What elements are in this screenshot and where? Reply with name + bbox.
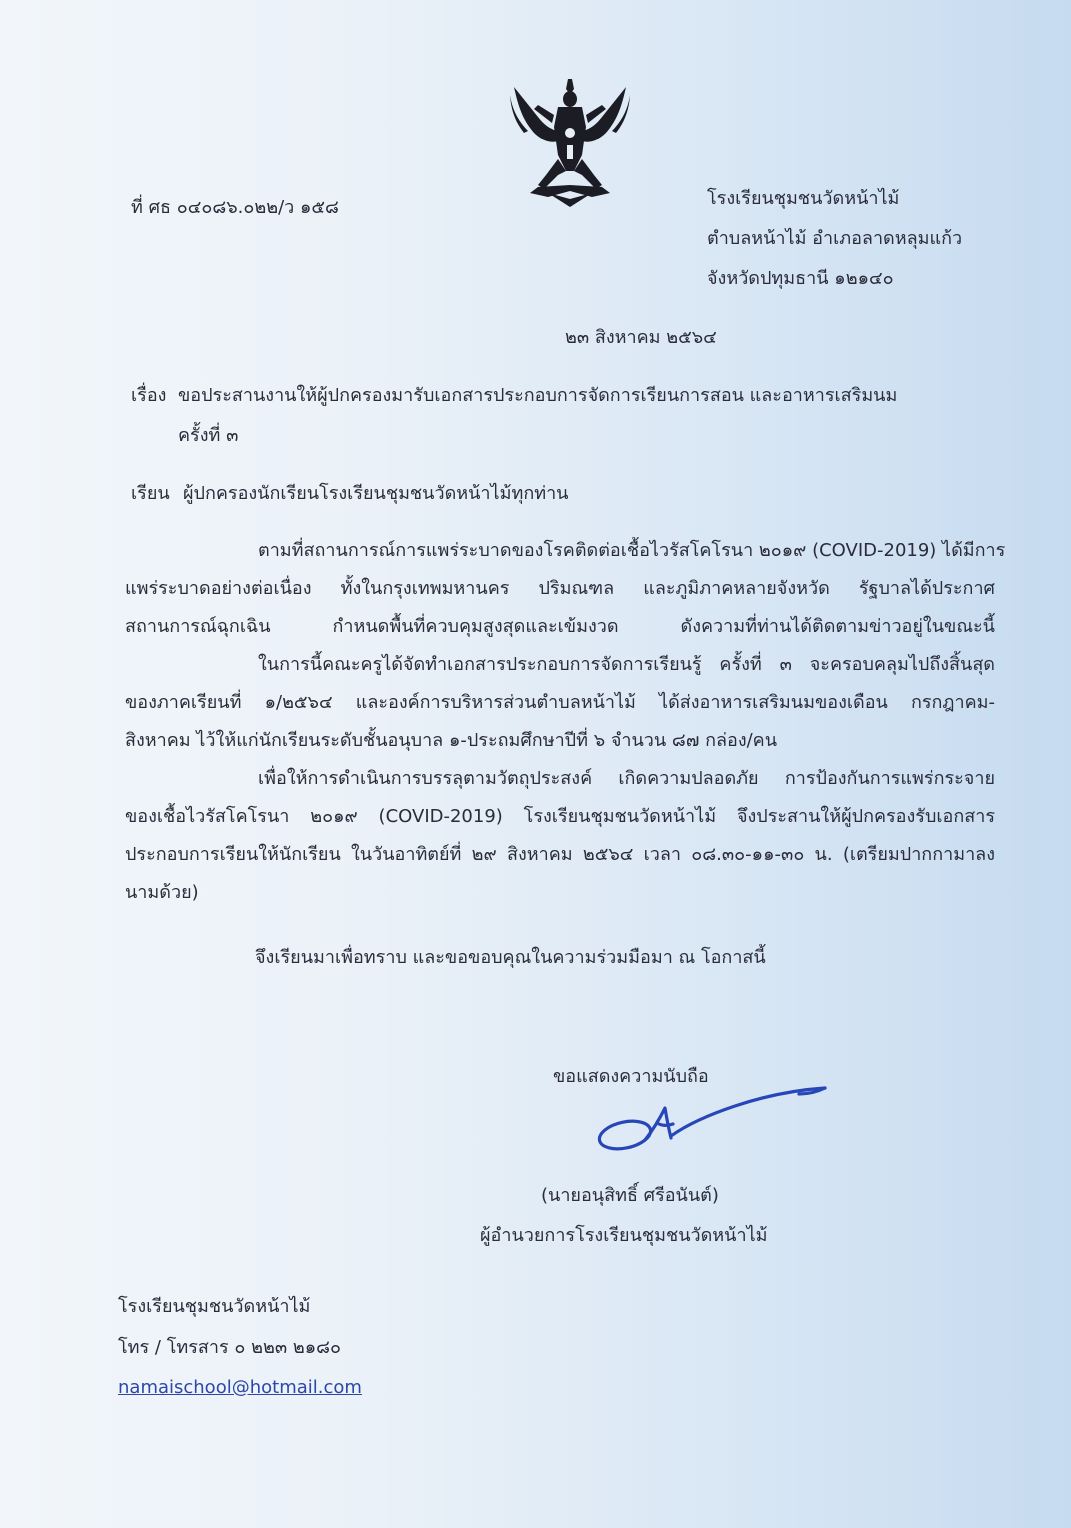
handwritten-signature	[595, 1080, 830, 1160]
address-line-3: จังหวัดปทุมธานี ๑๒๑๔๐	[707, 268, 894, 289]
footer-phone: โทร / โทรสาร ๐ ๒๒๓ ๒๑๘๐	[118, 1337, 342, 1358]
garuda-emblem-icon	[508, 75, 632, 210]
body-paragraph-3	[125, 760, 995, 912]
paragraph-line: เพื่อให้การดำเนินการบรรลุตามวัตถุประสงค์ เกิดความปลอดภัย การป้องกันการแพร่กระจาย	[258, 768, 995, 789]
reference-number: ที่ ศธ ๐๔๐๘๖.๐๒๒/ว ๑๕๘	[131, 197, 339, 218]
paragraph-line: ประกอบการเรียนให้นักเรียน ในวันอาทิตย์ที่ ๒๙ สิงหาคม ๒๕๖๔ เวลา ๐๘.๓๐-๑๑-๓๐ น. (เตรียมปากกามาลง	[125, 844, 995, 865]
paragraph-line: ตามที่สถานการณ์การแพร่ระบาดของโรคติดต่อเชื้อไวรัสโคโรนา ๒๐๑๙ (COVID-2019) ได้มีการ	[258, 540, 1006, 561]
footer-email-link[interactable]: namaischool@hotmail.com	[118, 1377, 362, 1398]
salutation-recipient: ผู้ปกครองนักเรียนโรงเรียนชุมชนวัดหน้าไม้ทุกท่าน	[183, 483, 569, 504]
letter-date: ๒๓ สิงหาคม ๒๕๖๔	[565, 327, 717, 348]
footer-school-name: โรงเรียนชุมชนวัดหน้าไม้	[118, 1296, 311, 1317]
paragraph-line: สถานการณ์ฉุกเฉิน กำหนดพื้นที่ควบคุมสูงสุดและเข้มงวด ดังความที่ท่านได้ติดตามข่าวอยู่ในขณะนี้	[125, 616, 995, 637]
signer-name: (นายอนุสิทธิ์ ศรีอนันต์)	[541, 1185, 719, 1206]
signer-title: ผู้อำนวยการโรงเรียนชุมชนวัดหน้าไม้	[480, 1225, 768, 1246]
subject-line-1: ขอประสานงานให้ผู้ปกครองมารับเอกสารประกอบการจัดการเรียนการสอน และอาหารเสริมนม	[178, 385, 898, 406]
paragraph-line: ของเชื้อไวรัสโคโรนา ๒๐๑๙ (COVID-2019) โรงเรียนชุมชนวัดหน้าไม้ จึงประสานให้ผู้ปกครองรับเอกสาร	[125, 806, 995, 827]
paragraph-line: ของภาคเรียนที่ ๑/๒๕๖๔ และองค์การบริหารส่วนตำบลหน้าไม้ ได้ส่งอาหารเสริมนมของเดือน กรกฎาคม-	[125, 692, 995, 713]
paragraph-line: สิงหาคม ไว้ให้แก่นักเรียนระดับชั้นอนุบาล ๑-ประถมศึกษาปีที่ ๖ จำนวน ๘๗ กล่อง/คน	[125, 730, 778, 751]
regards: ขอแสดงความนับถือ	[553, 1066, 709, 1087]
paragraph-line: แพร่ระบาดอย่างต่อเนื่อง ทั้งในกรุงเทพมหานคร ปริมณฑล และภูมิภาคหลายจังหวัด รัฐบาลได้ประกาศ	[125, 578, 995, 599]
body-paragraph-2	[125, 646, 995, 760]
subject-line-2: ครั้งที่ ๓	[178, 425, 239, 446]
subject-label: เรื่อง	[131, 385, 167, 406]
salutation-label: เรียน	[131, 483, 170, 504]
body-paragraph-1	[125, 532, 1006, 646]
address-line-2: ตำบลหน้าไม้ อำเภอลาดหลุมแก้ว	[707, 228, 963, 249]
paragraph-line: นามด้วย)	[125, 882, 199, 903]
closing-sentence: จึงเรียนมาเพื่อทราบ และขอขอบคุณในความร่วมมือมา ณ โอกาสนี้	[255, 947, 766, 968]
paragraph-line: ในการนี้คณะครูได้จัดทำเอกสารประกอบการจัดการเรียนรู้ ครั้งที่ ๓ จะครอบคลุมไปถึงสิ้นสุด	[258, 654, 995, 675]
address-line-1: โรงเรียนชุมชนวัดหน้าไม้	[707, 188, 900, 209]
